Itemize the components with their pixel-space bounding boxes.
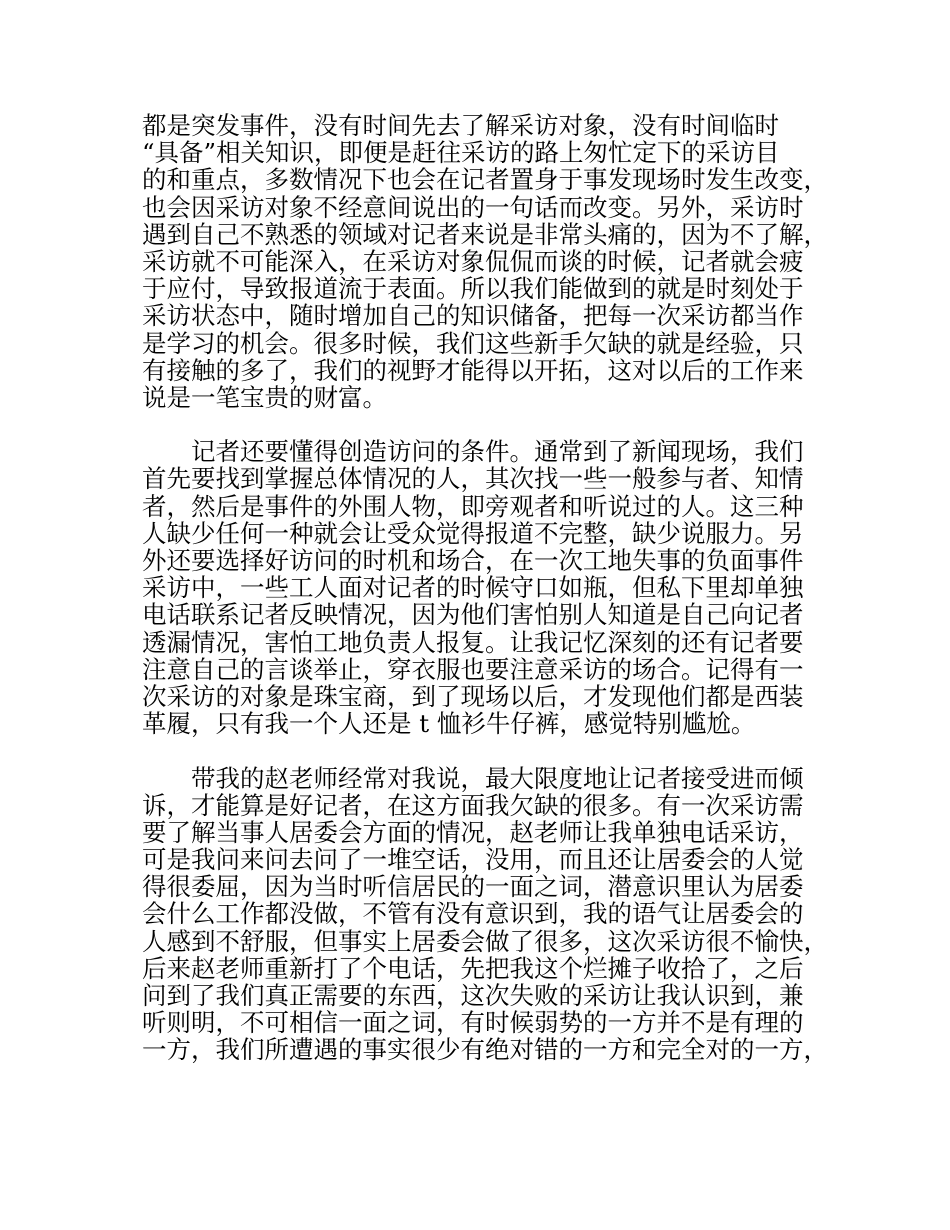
text-line: 遇到自己不熟悉的领域对记者来说是非常头痛的，因为不了解， [142, 219, 828, 249]
text-line: 可是我问来问去问了一堆空话，没用，而且还让居委会的人觉 [142, 845, 804, 875]
text-line: 注意自己的言谈举止，穿衣服也要注意采访的场合。记得有一 [142, 654, 804, 684]
text-line: 有接触的多了，我们的视野才能得以开拓，这对以后的工作来 [142, 355, 804, 385]
text-line: 是学习的机会。很多时候，我们这些新手欠缺的就是经验，只 [142, 328, 804, 358]
text-line: 要了解当事人居委会方面的情况，赵老师让我单独电话采访， [142, 817, 804, 847]
paragraph-spacer [142, 737, 832, 764]
text-line: 说是一笔宝贵的财富。 [142, 382, 387, 412]
text-line: 听则明，不可相信一面之词，有时候弱势的一方并不是有理的 [142, 1008, 804, 1038]
paragraph-2 [142, 438, 832, 737]
text-line: 得很委屈，因为当时听信居民的一面之词，潜意识里认为居委 [142, 872, 804, 902]
text-line: 采访状态中，随时增加自己的知识储备，把每一次采访都当作 [142, 301, 804, 331]
text-line: 的和重点，多数情况下也会在记者置身于事发现场时发生改变， [142, 165, 828, 195]
document-body [142, 112, 832, 1064]
text-line: 人感到不舒服，但事实上居委会做了很多，这次采访很不愉快， [142, 926, 828, 956]
text-line: 后来赵老师重新打了个电话，先把我这个烂摊子收拾了，之后 [142, 953, 804, 983]
text-line: 首先要找到掌握总体情况的人，其次找一些一般参与者、知情 [142, 464, 804, 494]
text-line: 都是突发事件，没有时间先去了解采访对象，没有时间临时 [142, 111, 779, 140]
text-line: 记者还要懂得创造访问的条件。通常到了新闻现场，我们 [142, 437, 804, 467]
text-line: 外还要选择好访问的时机和场合，在一次工地失事的负面事件 [142, 546, 804, 575]
text-line: 于应付，导致报道流于表面。所以我们能做到的就是时刻处于 [142, 274, 804, 304]
text-line: 透漏情况，害怕工地负责人报复。让我记忆深刻的还有记者要 [142, 627, 804, 657]
text-line: 会什么工作都没做，不管有没有意识到，我的语气让居委会的 [142, 899, 804, 929]
text-line: 革履，只有我一个人还是 t 恤衫牛仔裤，感觉特别尴尬。 [142, 709, 756, 739]
text-line: “具备”相关知识，即便是赶往采访的路上匆忙定下的采访目 [142, 138, 780, 168]
text-line: 也会因采访对象不经意间说出的一句话而改变。另外，采访时 [142, 192, 804, 222]
text-line: 诉，才能算是好记者，在这方面我欠缺的很多。有一次采访需 [142, 790, 804, 820]
text-line: 人缺少任何一种就会让受众觉得报道不完整，缺少说服力。另 [142, 518, 804, 548]
paragraph-spacer [142, 411, 832, 438]
text-line: 一方，我们所遭遇的事实很少有绝对错的一方和完全对的一方， [142, 1035, 828, 1065]
text-line: 者，然后是事件的外围人物，即旁观者和听说过的人。这三种 [142, 491, 804, 521]
text-line: 带我的赵老师经常对我说，最大限度地让记者接受进而倾 [142, 763, 804, 793]
text-line: 电话联系记者反映情况，因为他们害怕别人知道是自己向记者 [142, 600, 804, 630]
paragraph-1 [142, 112, 832, 411]
paragraph-3 [142, 765, 832, 1064]
text-line: 采访就不可能深入，在采访对象侃侃而谈的时候，记者就会疲 [142, 246, 804, 276]
text-line: 问到了我们真正需要的东西，这次失败的采访让我认识到，兼 [142, 981, 804, 1010]
text-line: 次采访的对象是珠宝商，到了现场以后，才发现他们都是西装 [142, 681, 804, 711]
text-line: 采访中，一些工人面对记者的时候守口如瓶，但私下里却单独 [142, 573, 804, 603]
